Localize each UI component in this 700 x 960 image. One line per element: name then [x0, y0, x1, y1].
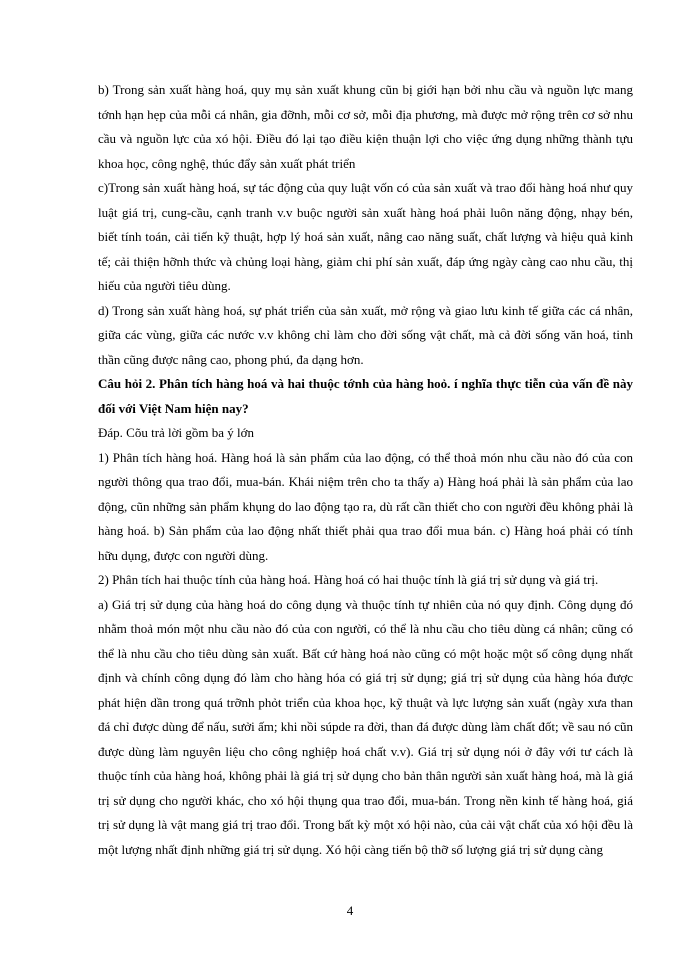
paragraph-1-analysis: 1) Phân tích hàng hoá. Hàng hoá là sản phẩm của lao động, có thể thoả món nhu cầu nào đó của con người thông qua trao đổi, mua-bán. Khái niệm trên cho ta thấy a) Hàng hoá phải là sản phẩm của lao động, cũn những sản phẩm khụng do lao động tạo ra, dù rất cần thiết cho con người đều không phải là hàng hoá. b) Sản phẩm của lao động nhất thiết phải qua trao đổi mua bán. c) Hàng hoá phải có tính hữu dụng, được con người dùng.	[98, 449, 633, 563]
answer-intro: Đáp. Cõu trả lời gồm ba ý lớn	[98, 425, 255, 440]
paragraph-2-attributes: 2) Phân tích hai thuộc tính của hàng hoá. Hàng hoá có hai thuộc tính là giá trị sử dụng và giá trị.	[98, 572, 599, 587]
paragraph-a-use-value: a) Giá trị sử dụng của hàng hoá do công dụng và thuộc tính tự nhiên của nó quy định. Công dụng đó nhằm thoả món một nhu cầu nào đó của con người, có thể là nhu cầu cho tiêu dùng cá nhân; cũng có thể là nhu cầu cho tiêu dùng sản xuất. Bất cứ hàng hoá nào cũng có một hoặc một số công dụng nhất định và chính công dụng đó làm cho hàng hóa có giá trị sử dụng; giá trị sử dụng của hàng hóa được phát hiện dần trong quá trỡnh phỏt triển của khoa học, kỹ thuật và lực lượng sản xuất (ngày xưa than đá chỉ được dùng để nấu, sưởi ấm; khi nồi súpde ra đời, than đá được dùng làm chất đốt; về sau nó cũn được dùng làm nguyên liệu cho công nghiệp hoá chất v.v). Giá trị sử dụng nói ở đây với tư cách là thuộc tính của hàng hoá, không phải là giá trị sử dụng cho bản thân người sản xuất hàng hoá, mà là giá trị sử dụng cho người khác, cho xó hội thụng qua trao đổi, mua-bán. Trong nền kinh tế hàng hoá, giá trị sử dụng là vật mang giá trị trao đổi. Trong bất kỳ một xó hội nào, của cải vật chất của xó hội đều là một lượng nhất định những giá trị sử dụng. Xó hội càng tiến bộ thỡ số lượng giá trị sử dụng càng	[98, 596, 633, 857]
question-2-heading: Câu hỏi 2. Phân tích hàng hoá và hai thuộc tớnh của hàng hoỏ. í nghĩa thực tiễn của vấn đề này đối với Việt Nam hiện nay?	[98, 376, 633, 416]
document-body	[98, 78, 633, 862]
paragraph-d: d) Trong sản xuất hàng hoá, sự phát triển của sản xuất, mở rộng và giao lưu kinh tế giữa các cá nhân, giữa các vùng, giữa các nước v.v không chỉ làm cho đời sống vật chất, mà cả đời sống văn hoá, tinh thần cũng được nâng cao, phong phú, đa dạng hơn.	[98, 302, 633, 367]
page-number: 4	[346, 903, 354, 918]
paragraph-b: b) Trong sản xuất hàng hoá, quy mụ sản xuất khung cũn bị giới hạn bởi nhu cầu và nguồn lực mang tớnh hạn hẹp của mỗi cá nhân, gia đỡnh, mỗi cơ sở, mỗi địa phương, mà được mở rộng trên cơ sở nhu cầu và nguồn lực của xó hội. Điều đó lại tạo điều kiện thuận lợi cho việc ứng dụng những thành tựu khoa học, công nghệ, thúc đẩy sản xuất phát triển	[98, 82, 633, 171]
paragraph-c: c)Trong sản xuất hàng hoá, sự tác động của quy luật vốn có của sản xuất và trao đổi hàng hoá như quy luật giá trị, cung-cầu, cạnh tranh v.v buộc người sản xuất hàng hoá phải luôn năng động, nhạy bén, biết tính toán, cải tiến kỹ thuật, hợp lý hoá sản xuất, nâng cao năng suất, chất lượng và hiệu quả kinh tế; cải thiện hỡnh thức và chủng loại hàng, giảm chi phí sản xuất, đáp ứng ngày càng cao nhu cầu, thị hiếu của người tiêu dùng.	[98, 180, 633, 293]
